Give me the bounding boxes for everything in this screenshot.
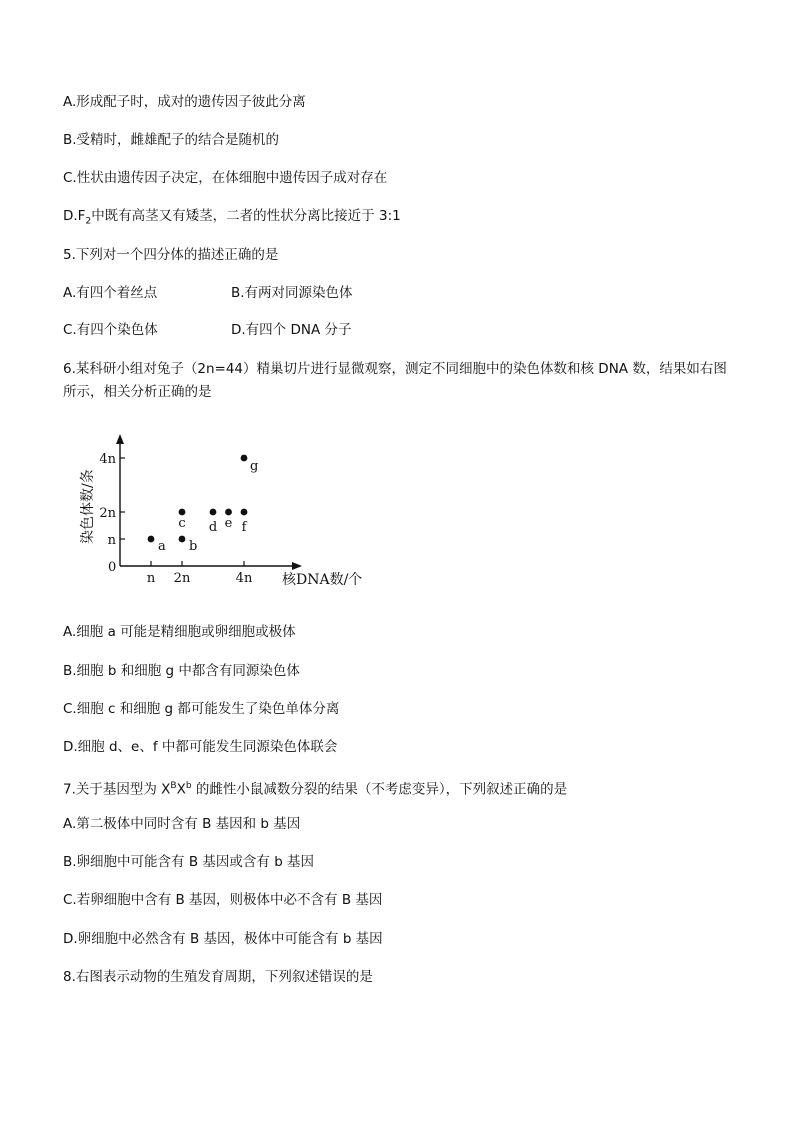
q6-option-c: C.细胞 c 和细胞 g 都可能发生了染色单体分离 bbox=[63, 701, 340, 717]
q5-option-a: A.有四个着丝点 bbox=[63, 285, 158, 301]
data-point-e bbox=[225, 509, 232, 516]
q5-option-b: B.有两对同源染色体 bbox=[231, 285, 353, 301]
data-point-b bbox=[179, 536, 186, 543]
chart-y-axis-label: 染色体数/条 bbox=[80, 469, 96, 544]
q7-option-b: B.卵细胞中可能含有 B 基因或含有 b 基因 bbox=[63, 854, 315, 870]
x-axis-arrow bbox=[292, 562, 302, 570]
y-axis-arrow bbox=[116, 434, 124, 444]
q4-option-d-prefix: D.F bbox=[63, 208, 86, 224]
q6-chart bbox=[70, 428, 380, 598]
q6-option-a: A.细胞 a 可能是精细胞或卵细胞或极体 bbox=[63, 624, 296, 640]
q7-stem-prefix: 7.关于基因型为 X bbox=[63, 781, 171, 798]
chart-points bbox=[148, 455, 259, 554]
origin-label: 0 bbox=[108, 560, 117, 575]
q7-stem-text: 的雌性小鼠减数分裂的结果（不考虑变异），下列叙述正确的是 bbox=[191, 781, 568, 798]
q5-stem: 5.下列对一个四分体的描述正确的是 bbox=[63, 247, 279, 263]
point-label-e: e bbox=[224, 516, 233, 531]
point-label-f: f bbox=[241, 520, 247, 535]
q4-option-d-text: 中既有高茎又有矮茎，二者的性状分离比接近于 3:1 bbox=[91, 208, 401, 224]
q7-stem-mid: X bbox=[176, 781, 186, 798]
y-tick-label: 2n bbox=[99, 506, 116, 521]
q6-stem: 6.某科研小组对兔子（2n=44）精巢切片进行显微观察，测定不同细胞中的染色体数和核 DNA 数，结果如右图所示，相关分析正确的是 bbox=[63, 361, 727, 400]
q4-option-b: B.受精时，雌雄配子的结合是随机的 bbox=[63, 132, 280, 148]
data-point-d bbox=[210, 509, 217, 516]
q8-stem: 8.右图表示动物的生殖发育周期，下列叙述错误的是 bbox=[63, 969, 373, 985]
q7-superscript-2: b bbox=[185, 781, 192, 791]
y-tick-label: 4n bbox=[99, 452, 116, 467]
chart-axes bbox=[116, 434, 302, 570]
point-label-b: b bbox=[189, 539, 198, 554]
x-tick-label: n bbox=[146, 571, 156, 586]
q5-row-1 bbox=[63, 283, 157, 303]
x-tick-label: 2n bbox=[173, 571, 191, 586]
point-label-c: c bbox=[178, 516, 186, 531]
point-label-d: d bbox=[208, 520, 218, 535]
q7-option-a: A.第二极体中同时含有 B 基因和 b 基因 bbox=[63, 816, 301, 832]
y-tick-label: n bbox=[107, 533, 116, 548]
data-point-g bbox=[241, 455, 248, 462]
point-label-g: g bbox=[250, 459, 259, 474]
data-point-a bbox=[148, 536, 155, 543]
q4-option-d bbox=[63, 206, 401, 232]
q4-option-d-subscript: 2 bbox=[85, 216, 92, 227]
x-tick-label: 4n bbox=[235, 571, 253, 586]
point-label-a: a bbox=[158, 539, 166, 554]
q4-option-a: A.形成配子时，成对的遗传因子彼此分离 bbox=[63, 94, 306, 110]
q7-superscript-1: B bbox=[170, 781, 177, 791]
data-point-f bbox=[241, 509, 248, 516]
data-point-c bbox=[179, 509, 186, 516]
q7-option-d: D.卵细胞中必然含有 B 基因，极体中可能含有 b 基因 bbox=[63, 931, 383, 947]
q5-option-d: D.有四个 DNA 分子 bbox=[231, 322, 352, 338]
q4-option-c: C.性状由遗传因子决定，在体细胞中遗传因子成对存在 bbox=[63, 170, 388, 186]
q6-option-d: D.细胞 d、e、f 中都可能发生同源染色体联会 bbox=[63, 739, 338, 755]
q6-option-b: B.细胞 b 和细胞 g 中都含有同源染色体 bbox=[63, 663, 300, 679]
q5-option-c: C.有四个染色体 bbox=[63, 322, 158, 338]
q7-stem bbox=[63, 776, 567, 800]
chart-x-axis-label: 核DNA数/个 bbox=[282, 572, 363, 588]
q7-option-c: C.若卵细胞中含有 B 基因，则极体中必不含有 B 基因 bbox=[63, 892, 383, 908]
